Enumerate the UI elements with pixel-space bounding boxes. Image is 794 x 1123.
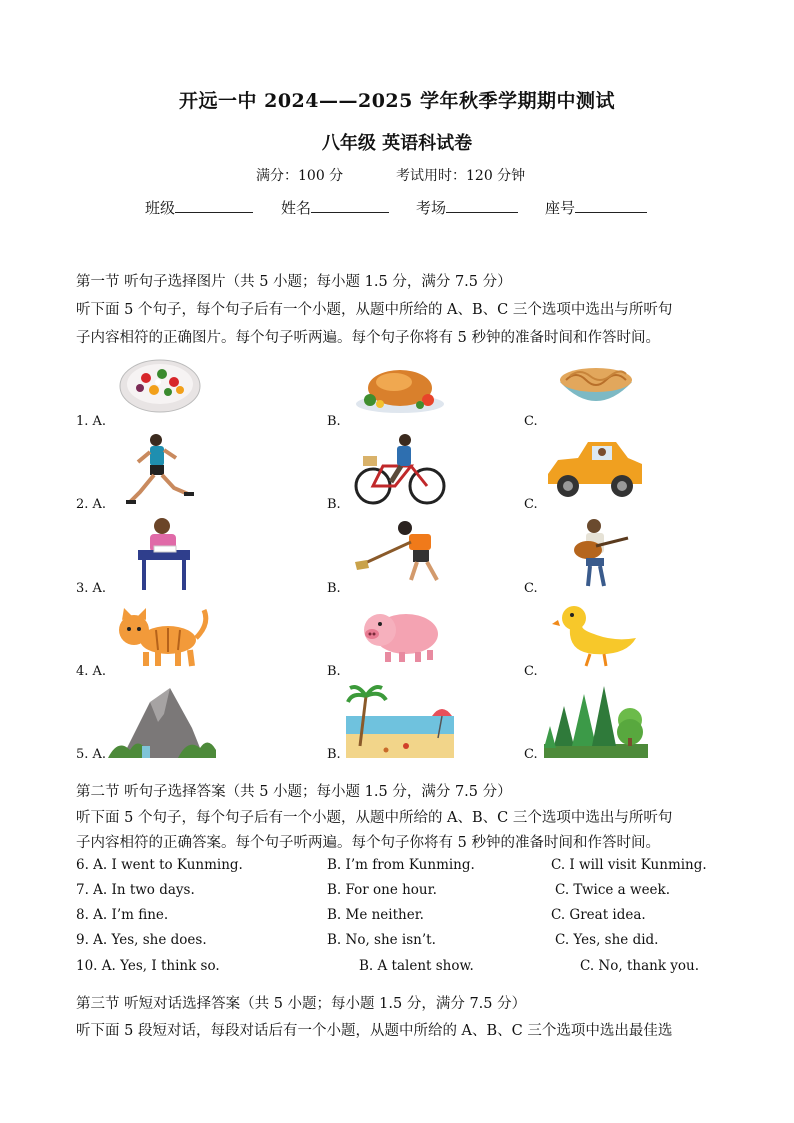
q8-option-a[interactable]: 8. A. I’m fine. — [76, 907, 169, 923]
sweeping-icon[interactable] — [353, 520, 449, 586]
full-score: 满分：100 分 — [256, 168, 344, 184]
q9-option-c[interactable]: C. Yes, she did. — [555, 932, 659, 948]
section1-heading: 第一节 听句子选择图片（共 5 小题；每小题 1.5 分，满分 7.5 分） — [76, 274, 512, 290]
q10-option-a[interactable]: 10. A. Yes, I think so. — [76, 958, 220, 974]
fruit-salad-icon[interactable] — [118, 356, 202, 414]
q1-option-b-label: B. — [327, 414, 341, 429]
section3-heading: 第三节 听短对话选择答案（共 5 小题；每小题 1.5 分，满分 7.5 分） — [76, 996, 527, 1012]
car-icon[interactable] — [544, 438, 646, 504]
forest-icon[interactable] — [544, 686, 648, 758]
q4-option-b-label: B. — [327, 664, 341, 679]
exam-subtitle: 八年级 英语科试卷 — [321, 133, 473, 154]
q2-option-c-label: C. — [524, 497, 538, 512]
q7-option-a[interactable]: 7. A. In two days. — [76, 882, 195, 898]
pig-icon[interactable] — [360, 606, 442, 662]
cat-icon[interactable] — [116, 604, 212, 668]
exam-room-blank[interactable] — [446, 198, 518, 213]
q3-option-a-label: 3. A. — [76, 581, 107, 596]
exam-room-field: 考场 — [416, 197, 518, 218]
name-field: 姓名 — [281, 197, 389, 218]
mountains-icon[interactable] — [108, 688, 216, 758]
seat-number-field: 座号 — [545, 197, 647, 218]
q6-option-b[interactable]: B. I’m from Kunming. — [327, 857, 475, 873]
duck-icon[interactable] — [554, 602, 640, 670]
exam-duration: 考试用时：120 分钟 — [396, 168, 526, 184]
exam-title: 开远一中 2024——2025 学年秋季学期期中测试 — [179, 90, 615, 112]
section2-instruction-line2: 子内容相符的正确答案。每个句子听两遍。每个句子你将有 5 秒钟的准备时间和作答时间。 — [76, 835, 660, 851]
q6-option-a[interactable]: 6. A. I went to Kunming. — [76, 857, 243, 873]
q1-option-c-label: C. — [524, 414, 538, 429]
q8-option-c[interactable]: C. Great idea. — [551, 907, 646, 923]
section2-heading: 第二节 听句子选择答案（共 5 小题；每小题 1.5 分，满分 7.5 分） — [76, 784, 512, 800]
runner-icon[interactable] — [126, 432, 196, 508]
class-field: 班级 — [145, 197, 253, 218]
beach-icon[interactable] — [346, 686, 454, 758]
q9-option-b[interactable]: B. No, she isn’t. — [327, 932, 436, 948]
q9-option-a[interactable]: 9. A. Yes, she does. — [76, 932, 207, 948]
seat-number-blank[interactable] — [575, 198, 647, 213]
student-writing-icon[interactable] — [134, 516, 194, 592]
q2-option-b-label: B. — [327, 497, 341, 512]
section1-instruction-line2: 子内容相符的正确图片。每个句子听两遍。每个句子你将有 5 秒钟的准备时间和作答时间。 — [76, 330, 660, 346]
q4-option-c-label: C. — [524, 664, 538, 679]
q8-option-b[interactable]: B. Me neither. — [327, 907, 424, 923]
q6-option-c[interactable]: C. I will visit Kunming. — [551, 857, 707, 873]
q3-option-b-label: B. — [327, 581, 341, 596]
q2-option-a-label: 2. A. — [76, 497, 107, 512]
noodles-icon[interactable] — [556, 360, 636, 414]
q5-option-b-label: B. — [327, 747, 341, 762]
roast-chicken-icon[interactable] — [354, 360, 446, 414]
q1-option-a-label: 1. A. — [76, 414, 107, 429]
q3-option-c-label: C. — [524, 581, 538, 596]
q7-option-b[interactable]: B. For one hour. — [327, 882, 437, 898]
guitar-player-icon[interactable] — [566, 516, 630, 588]
q7-option-c[interactable]: C. Twice a week. — [555, 882, 671, 898]
q4-option-a-label: 4. A. — [76, 664, 107, 679]
section2-instruction-line1: 听下面 5 个句子，每个句子后有一个小题，从题中所给的 A、B、C 三个选项中选出与所听句 — [76, 810, 673, 826]
class-blank[interactable] — [175, 198, 253, 213]
name-blank[interactable] — [311, 198, 389, 213]
section3-instruction-line1: 听下面 5 段短对话，每段对话后有一个小题，从题中所给的 A、B、C 三个选项中选出最佳选 — [76, 1023, 673, 1039]
q5-option-a-label: 5. A. — [76, 747, 107, 762]
cyclist-icon[interactable] — [353, 434, 447, 508]
q5-option-c-label: C. — [524, 747, 538, 762]
q10-option-c[interactable]: C. No, thank you. — [580, 958, 700, 974]
q10-option-b[interactable]: B. A talent show. — [359, 958, 474, 974]
section1-instruction-line1: 听下面 5 个句子，每个句子后有一个小题，从题中所给的 A、B、C 三个选项中选出与所听句 — [76, 302, 673, 318]
